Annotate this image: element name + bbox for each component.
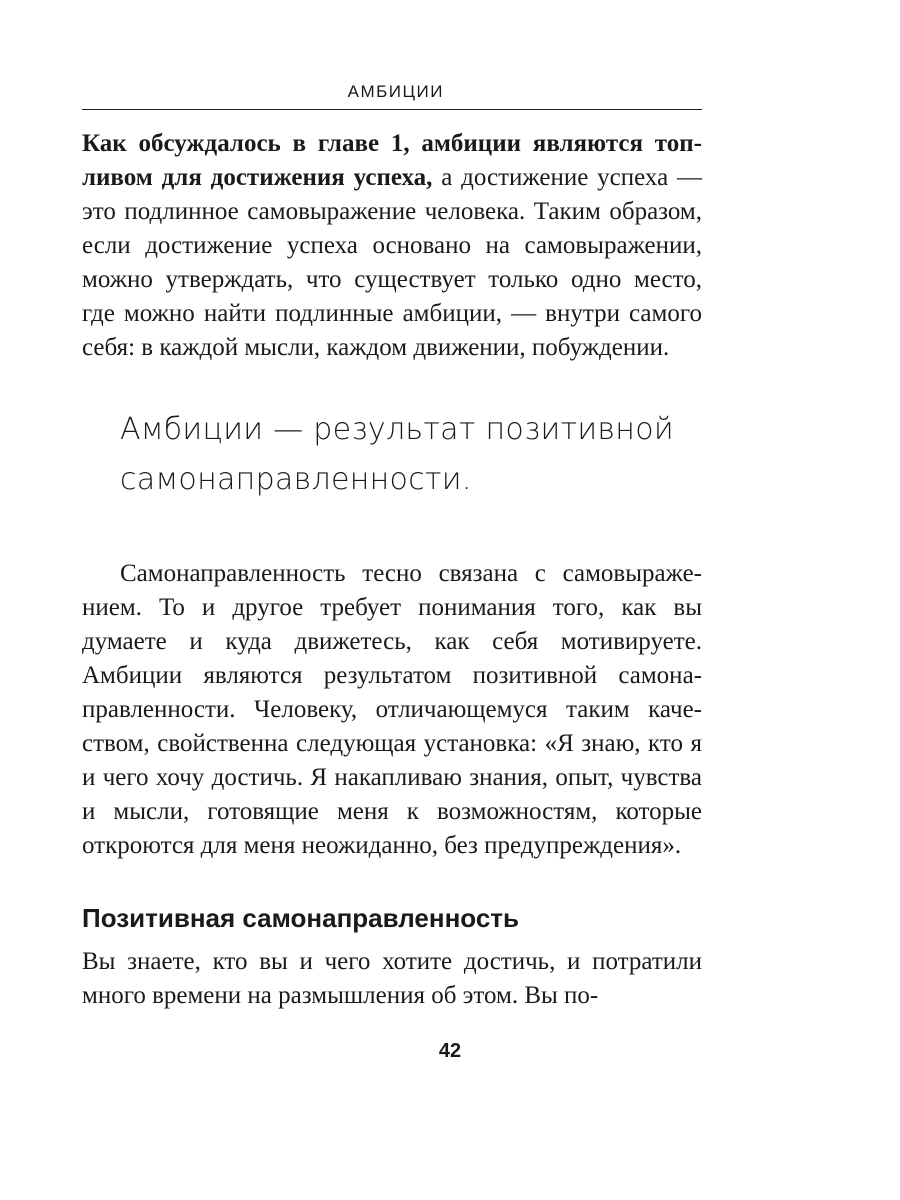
pull-quote-line-1: Амбиции — результат позитивной	[120, 412, 674, 447]
intro-regular-text: а достижение успеха — это подлинное самовыражение человека. Таким образом, если достижение успеха основано на самовыражении, можно утверждать, что существует только одно место, где можно найти подлинные амбиции, — внутри самого себя: в каждой мысли, каждом движении, побуждении.	[82, 164, 702, 361]
book-page	[82, 78, 702, 1013]
intro-paragraph	[82, 127, 702, 365]
page-number: 42	[438, 1040, 462, 1062]
paragraph-positive-self-direction: Вы знаете, кто вы и чего хотите достичь, и потратили много времени на размышления об этом. Вы по-	[82, 948, 702, 1009]
section-heading: Позитивная самонаправленность	[82, 903, 520, 933]
paragraph-self-direction: Самонаправленность тесно связана с самовыражением. То и другое требует понимания того, как вы думаете и куда движетесь, как себя мотивируете. Амбиции являются результатом позитивной самонаправленности. Человеку, отличающемуся таким качеством, свойственна следующая установка: «Я знаю, кто я и чего хочу достичь. Я накапливаю знания, опыт, чувства и мысли, готовящие меня к возможностям, которые откроются для меня неожиданно, без предупреждения».	[82, 560, 702, 859]
intro-bold-text: Как обсуждалось в главе 1, амбиции являются топливом для достижения успеха,	[82, 130, 702, 191]
pull-quote	[120, 405, 702, 505]
pull-quote-line-2: самонаправленности.	[120, 462, 472, 497]
header-rule	[82, 109, 702, 110]
running-head: АМБИЦИИ	[347, 82, 444, 101]
